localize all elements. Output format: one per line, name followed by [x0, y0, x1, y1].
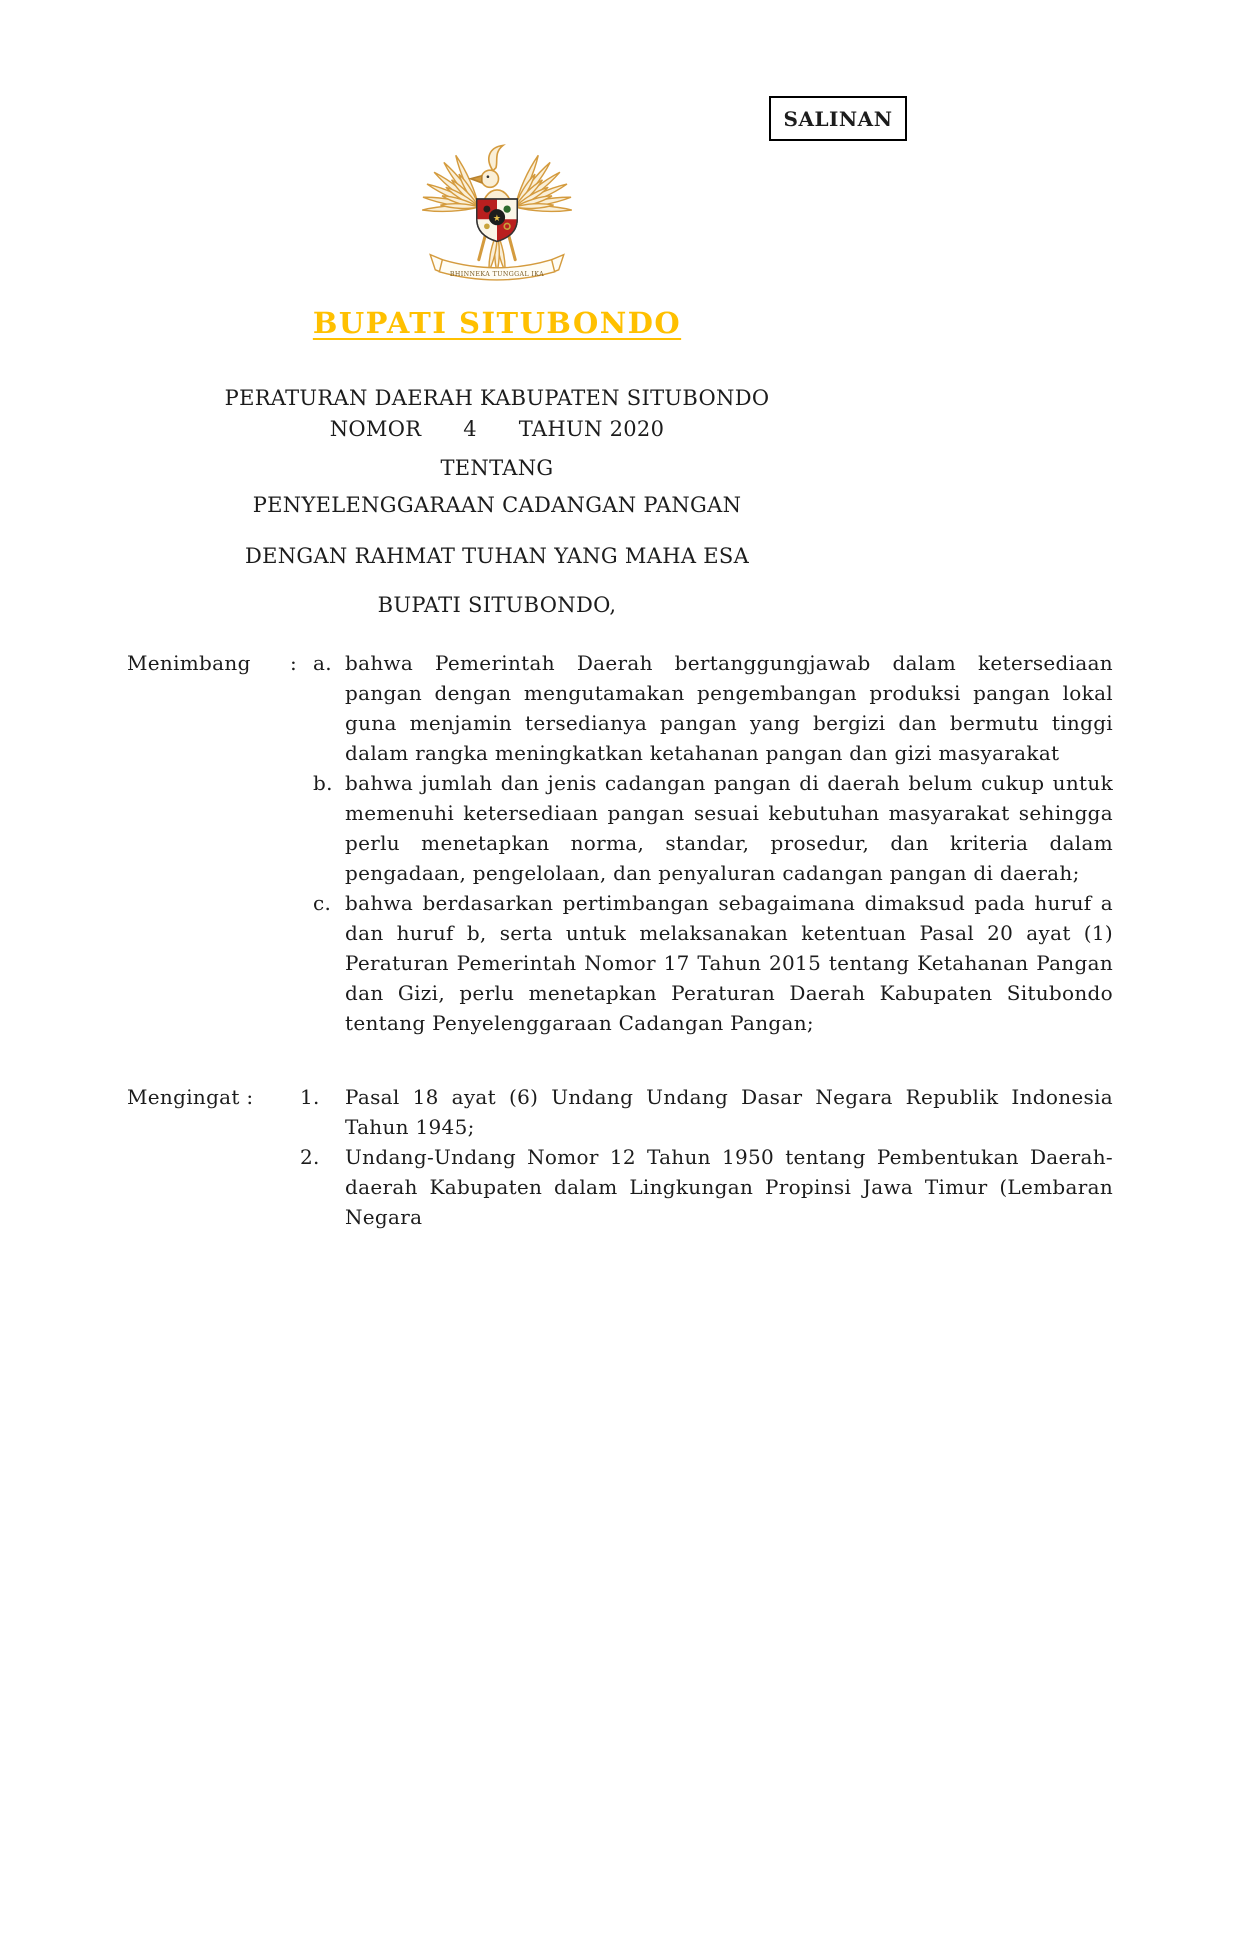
- document-body: [127, 648, 1113, 1232]
- right-wing: [513, 154, 572, 212]
- salutation-line: BUPATI SITUBONDO,: [377, 593, 617, 617]
- menimbang-item-c: [313, 888, 1113, 1038]
- menimbang-item-b: [313, 768, 1113, 888]
- item-marker: 1.: [300, 1085, 320, 1109]
- left-wing: [422, 154, 481, 212]
- menimbang-clause: [127, 648, 1113, 1038]
- mengingat-label: Mengingat :: [127, 1085, 254, 1109]
- about-label: TENTANG: [440, 456, 554, 480]
- garuda-pancasila-emblem: [0, 112, 994, 286]
- item-marker: c.: [313, 891, 332, 915]
- mengingat-item-2: [300, 1142, 1113, 1232]
- item-text: bahwa Pemerintah Daerah bertanggungjawab dalam ketersediaan pangan dengan mengutamakan pengembangan produksi pangan lokal guna menjamin tersedianya pangan yang bergizi dan bermutu tinggi dalam rangka meningkatkan ketahanan pangan dan gizi masyarakat: [345, 651, 1113, 765]
- item-text: Undang-Undang Nomor 12 Tahun 1950 tentang Pembentukan Daerah-daerah Kabupaten dalam Lingkungan Propinsi Jawa Timur (Lembaran Negara: [345, 1145, 1113, 1229]
- motto-text: BHINNEKA TUNGGAL IKA: [449, 270, 545, 278]
- garuda-emblem-icon: [412, 112, 582, 286]
- item-text: Pasal 18 ayat (6) Undang Undang Dasar Negara Republik Indonesia Tahun 1945;: [345, 1085, 1113, 1139]
- item-text: bahwa berdasarkan pertimbangan sebagaimana dimaksud pada huruf a dan huruf b, serta untuk melaksanakan ketentuan Pasal 20 ayat (1) Peraturan Pemerintah Nomor 17 Tahun 2015 tentang Ketahanan Pangan dan Gizi, perlu menetapkan Peraturan Daerah Kabupaten Situbondo tentang Penyelenggaraan Cadangan Pangan;: [345, 891, 1113, 1035]
- doc-subject: PENYELENGGARAAN CADANGAN PANGAN: [252, 493, 742, 517]
- mengingat-clause: [127, 1082, 1113, 1232]
- invocation-line: DENGAN RAHMAT TUHAN YANG MAHA ESA: [244, 544, 750, 568]
- pancasila-shield: [477, 199, 517, 241]
- item-marker: 2.: [300, 1145, 320, 1169]
- mengingat-item-1: [300, 1082, 1113, 1142]
- menimbang-label: Menimbang: [127, 651, 251, 675]
- document-header: [0, 112, 994, 617]
- doc-type-line: PERATURAN DAERAH KABUPATEN SITUBONDO: [224, 386, 770, 410]
- menimbang-item-a: [313, 648, 1113, 768]
- item-marker: b.: [313, 771, 333, 795]
- item-marker: a.: [313, 651, 332, 675]
- authority-title: BUPATI SITUBONDO: [312, 306, 682, 340]
- salinan-stamp-label: SALINAN: [783, 106, 893, 131]
- mengingat-items: [300, 1082, 1113, 1232]
- menimbang-items: [313, 648, 1113, 1038]
- doc-number-line: NOMOR 4 TAHUN 2020: [329, 417, 665, 441]
- garuda-head: [471, 145, 503, 187]
- shield-star-icon: ★: [492, 213, 502, 224]
- item-text: bahwa jumlah dan jenis cadangan pangan di daerah belum cukup untuk memenuhi ketersediaan pangan sesuai kebutuhan masyarakat sehingga perlu menetapkan norma, standar, prosedur, dan kriteria dalam pengadaan, pengelolaan, dan penyaluran cadangan pangan di daerah;: [345, 771, 1113, 885]
- menimbang-colon: :: [290, 651, 298, 675]
